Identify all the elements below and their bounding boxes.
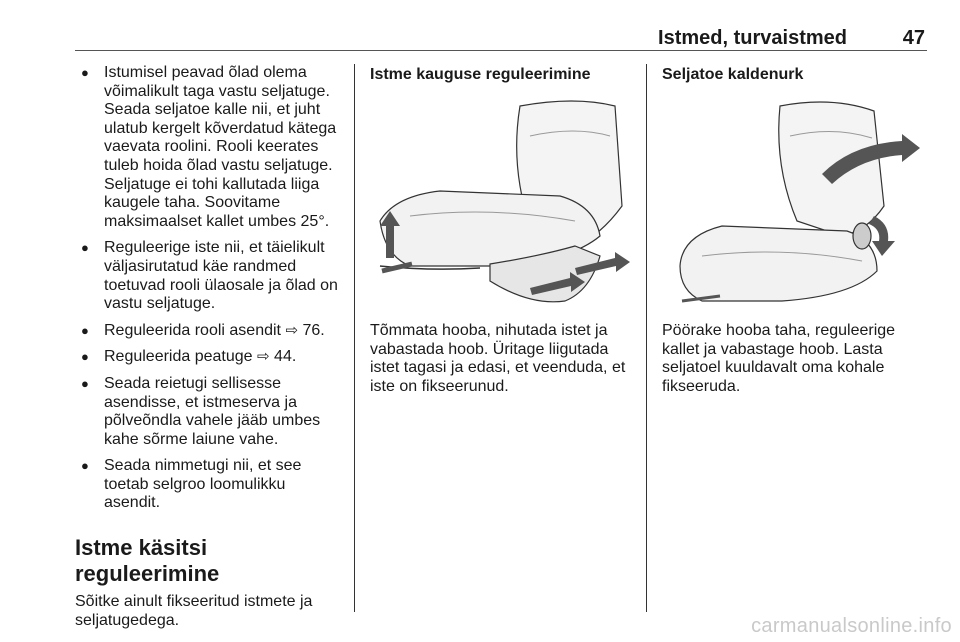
- seat-distance-illustration: [370, 96, 632, 308]
- section-text: Sõitke ainult fikseeritud istmete ja seljatugedega.: [75, 593, 313, 629]
- list-item-text: Reguleerige iste nii, et täielikult väljasirutatud käe randmed toetuvad rooli ülaosale ja õlad on vastu seljatuge.: [104, 239, 338, 313]
- caption-seat-distance: Tõmmata hooba, nihutada istet ja vabastada hoob. Üritage liigutada istet tagasi ja edasi, et veenduda, et iste on fikseerunud.: [370, 322, 626, 395]
- list-item: [75, 348, 345, 367]
- column-2: [370, 64, 634, 396]
- list-item: [75, 322, 345, 341]
- seat-distance-svg: [370, 96, 632, 308]
- page-number: 47: [902, 27, 925, 49]
- footer-watermark: carmanualsonline.info: [751, 615, 952, 637]
- list-item-text: Reguleerida rooli asendit: [104, 321, 281, 339]
- header-rule: [75, 50, 927, 51]
- column-3: [662, 64, 932, 396]
- page-ref-arrow-icon: ⇨: [285, 321, 299, 339]
- bullet-list: [75, 64, 345, 513]
- bullet-icon: ●: [81, 65, 89, 80]
- page-ref-link[interactable]: 76.: [302, 321, 325, 339]
- column-1: [75, 64, 345, 630]
- bullet-icon: ●: [81, 375, 89, 391]
- caption-backrest-angle: Pöörake hooba taha, reguleerige kallet ja vabastage hoob. Lasta seljatoel kuuldavalt oma kohale fikseeruda.: [662, 322, 896, 395]
- page-ref-link[interactable]: 44.: [274, 348, 297, 366]
- list-item: [75, 375, 345, 449]
- list-item: [75, 457, 345, 513]
- column-divider-1: [354, 64, 355, 612]
- subsection-title-backrest-angle: Seljatoe kaldenurk: [662, 66, 804, 83]
- bullet-icon: ●: [81, 322, 89, 338]
- section-title: Istme käsitsi reguleerimine: [75, 535, 220, 587]
- subsection-title-seat-distance: Istme kauguse reguleerimine: [370, 66, 591, 83]
- header-title: Istmed, turvaistmed: [658, 27, 847, 49]
- column-divider-2: [646, 64, 647, 612]
- bullet-icon: ●: [81, 349, 89, 365]
- bullet-icon: ●: [81, 458, 89, 474]
- bullet-icon: ●: [81, 240, 89, 256]
- list-item-text: Seada nimmetugi nii, et see toetab selgroo loomulikku asendit.: [104, 457, 302, 512]
- page-ref-arrow-icon: ⇨: [257, 348, 270, 366]
- list-item-text: Seada reietugi sellisesse asendisse, et istmeserva ja põlveõndla vahele jääb umbes kahe sõrme laiune vahe.: [104, 374, 321, 448]
- list-item-text: Reguleerida peatuge: [104, 348, 253, 366]
- backrest-angle-svg: [662, 96, 924, 308]
- list-item-text: Istumisel peavad õlad olema võimalikult taga vastu seljatuge. Seada seljatoe kalle nii, et juht ulatub kergelt kõverdatud kätega vaevata roolini. Rooli keerates tuleb hoida õlad vastu seljatuge. Seljatuge ei tohi kallutada liiga kaugele taha. Soovitame maksimaalset kallet umbes 25°.: [104, 64, 337, 230]
- page-header: [75, 25, 927, 51]
- backrest-angle-illustration: [662, 96, 924, 308]
- list-item: [75, 64, 345, 231]
- list-item: [75, 239, 345, 313]
